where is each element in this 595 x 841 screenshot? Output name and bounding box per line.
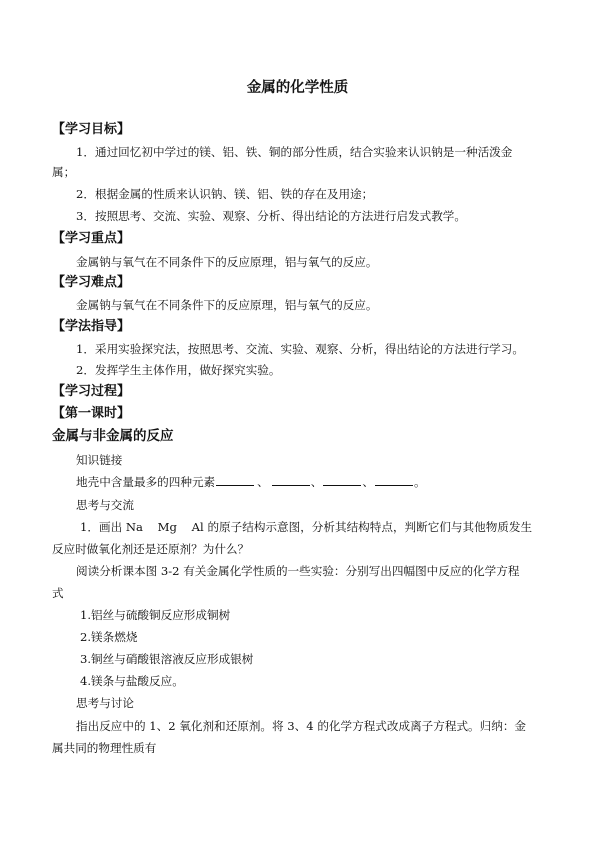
think-exchange-label: 思考与交流 (76, 498, 134, 512)
goal-1-line-1: 1．通过回忆初中学过的镁、铝、铁、铜的部分性质，结合实验来认识钠是一种活泼金 (76, 145, 513, 159)
knowledge-link-label: 知识链接 (76, 453, 123, 467)
discussion-line-1: 指出反应中的 1、2 氧化剂和还原剂。将 3、4 的化学方程式改成离子方程式。归纳：金 (76, 719, 527, 733)
question-1-line-1: 1．画出 Na Mg Al 的原子结构示意图，分析其结构特点，判断它们与其他物质发生 (80, 520, 533, 534)
heading-key-points: 【学习重点】 (52, 231, 131, 246)
heading-goals: 【学习目标】 (52, 122, 131, 137)
question-1-line-2: 反应时做氧化剂还是还原剂？为什么？ (52, 542, 250, 556)
page-title: 金属的化学性质 (246, 80, 349, 96)
crust-elements-prompt: 地壳中含量最多的四种元素 (76, 475, 216, 489)
period: 。 (413, 475, 426, 489)
method-1: 1．采用实验探究法，按照思考、交流、实验、观察、分析，得出结论的方法进行学习。 (76, 342, 524, 356)
separator: 、 (310, 475, 323, 489)
heading-difficulties: 【学习难点】 (52, 275, 131, 290)
discussion-line-2: 属共同的物理性质有 (52, 741, 157, 755)
heading-method: 【学法指导】 (52, 319, 131, 334)
reading-task-line-2: 式 (52, 586, 64, 600)
goal-1-line-2: 属； (52, 165, 76, 179)
answer-blank-2[interactable] (272, 475, 310, 486)
answer-blank-4[interactable] (375, 475, 413, 486)
experiment-4: 4.镁条与盐酸反应。 (80, 674, 184, 688)
key-points-text: 金属钠与氧气在不同条件下的反应原理，铝与氧气的反应。 (76, 255, 378, 269)
crust-elements-line (76, 474, 426, 490)
separator: 、 (362, 475, 374, 489)
experiment-1: 1.铝丝与硫酸铜反应形成铜树 (80, 608, 231, 622)
reading-task-line-1: 阅读分析课本图 3-2 有关金属化学性质的一些实验：分别写出四幅图中反应的化学方程 (76, 564, 520, 578)
difficulties-text: 金属钠与氧气在不同条件下的反应原理，铝与氧气的反应。 (76, 298, 378, 312)
section-heading: 金属与非金属的反应 (52, 428, 174, 444)
answer-blank-1[interactable] (216, 475, 254, 486)
goal-2: 2．根据金属的性质来认识钠、镁、铝、铁的存在及用途； (76, 187, 374, 201)
separator: 、 (257, 475, 269, 489)
experiment-3: 3.铜丝与硝酸银溶液反应形成银树 (80, 652, 254, 666)
method-2: 2．发挥学生主体作用，做好探究实验。 (76, 363, 281, 377)
heading-lesson-1: 【第一课时】 (52, 406, 131, 421)
answer-blank-3[interactable] (323, 475, 361, 486)
goal-3: 3．按照思考、交流、实验、观察、分析、得出结论的方法进行启发式教学。 (76, 209, 466, 223)
experiment-2: 2.镁条燃烧 (80, 630, 138, 644)
heading-process: 【学习过程】 (52, 384, 131, 399)
think-discuss-label: 思考与讨论 (76, 696, 134, 710)
